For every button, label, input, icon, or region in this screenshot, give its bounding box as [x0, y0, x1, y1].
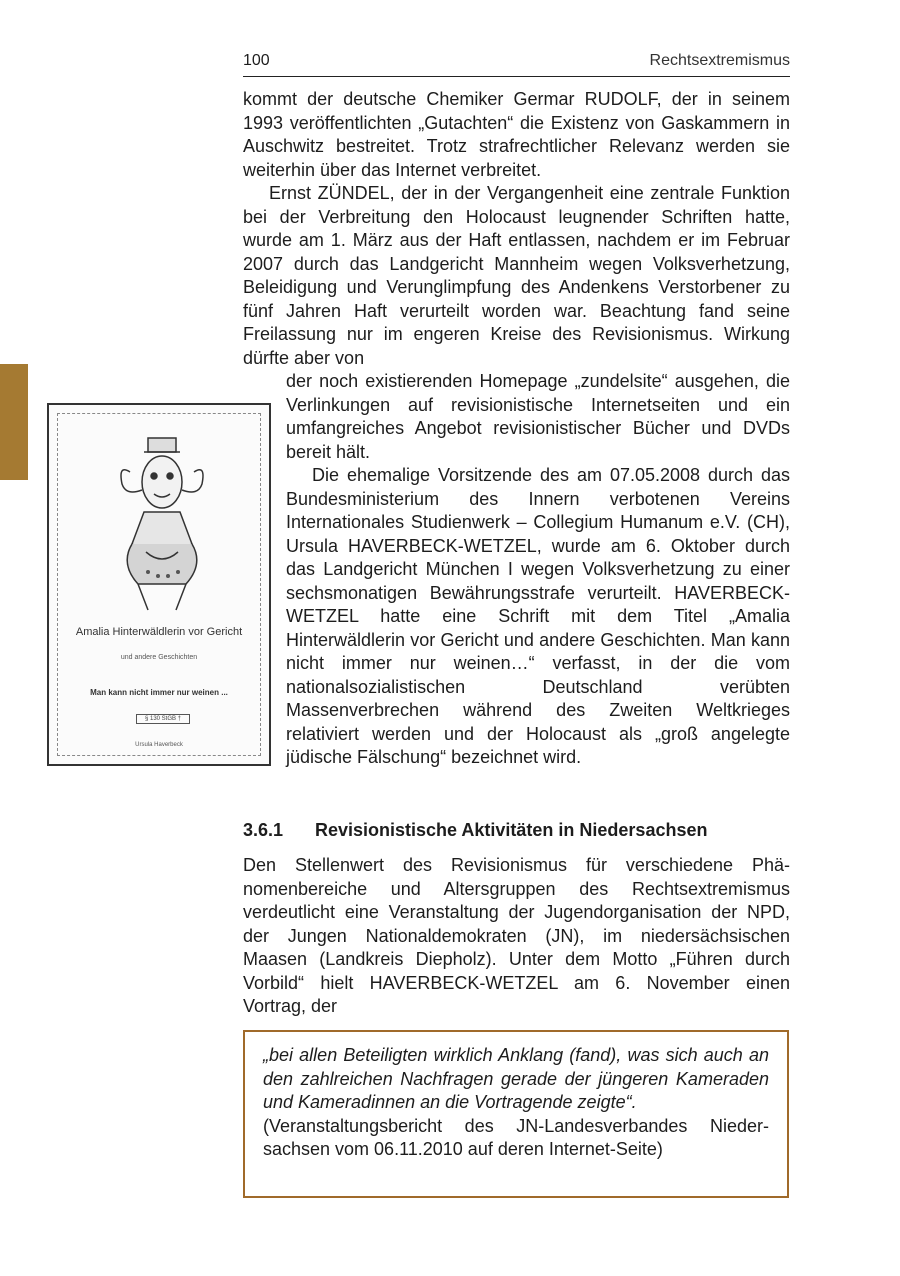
section-number: 3.6.1 — [243, 820, 284, 840]
cover-author: Ursula Haverbeck — [135, 742, 183, 748]
running-title: Rechtsextremismus — [649, 52, 790, 69]
caricature-figure-icon — [108, 434, 216, 614]
cover-label-box: § 130 StGB † — [136, 714, 190, 724]
section-title: Revisionistische Aktivitäten in Niedersachsen — [315, 820, 708, 840]
paragraph-niedersachsen: Den Stellenwert des Revisionismus für verschiedene Phänomenbereiche und Altersgruppen des Rechtsextremismus verdeutlicht eine Veranstaltung der Jugendorganisation der NPD, der Jungen Nationaldemokraten (JN), im niedersächsischen Maasen (Landkreis Diepholz). Unter dem Motto „Führen durch Vorbild“ hielt HAVERBECK-WETZEL am 6. November einen Vortrag, der — [243, 855, 790, 1016]
quote-source: (Veranstaltungsbericht des JN-Landesverbandes Niedersachsen vom 06.11.2010 auf deren Internet-Seite) — [263, 1115, 769, 1159]
cover-tagline: Man kann nicht immer nur weinen ... — [90, 688, 228, 697]
quote-text: „bei allen Beteiligten wirklich Anklang (fand), was sich auch an den zahlreichen Nachfragen gerade der jüngeren Kameraden und Kameradinnen an die Vortragende zeigte“. — [263, 1045, 769, 1112]
paragraph-haverbeck: Die ehemalige Vorsitzende des am 07.05.2008 durch das Bundesministerium des Innern verbotenen Vereins Internationales Studienwerk – Collegium Humanum e.V. (CH), Ursula HAVERBECK-WETZEL, wurde am 6. Oktober durch das Landgericht München I wegen Volksverhetzung zu einer sechsmonatigen Bewährungsstrafe verurteilt. HAVERBECK-WETZEL hatte eine Schrift mit dem Titel „Amalia Hinterwäldlerin vor Gericht und andere Geschichten. Man kann nicht immer nur weinen…“ verfasst, in der die vom nationalsozialistischen Deutschland verübten Massenverbrechen während des Zweiten Weltkrieges relativiert werden und der Holocaust als „groß angelegte jüdische Fälschung“ bezeichnet wird. — [286, 465, 790, 767]
paragraph-rudolf: kommt der deutsche Chemiker Germar RUDOLF, der in seinem 1993 veröffentlichten „Gutachten“ die Existenz von Gaskammern in Auschwitz bestreitet. Trotz strafrechtlicher Relevanz werden sie weiterhin über das Internet verbreitet. — [243, 89, 790, 180]
book-cover-image — [47, 403, 271, 766]
paragraph-zuendel: Ernst ZÜNDEL, der in der Vergangenheit eine zentrale Funktion bei der Verbreitung den Holocaust leugnender Schriften hatte, wurde am 1. März aus der Haft entlassen, nachdem er im Februar 2007 durch das Landgericht Mannheim wegen Volksverhetzung, Beleidigung und Verunglimpfung des Andenkens Verstorbener zu fünf Jahren Haft verurteilt worden war. Beachtung fand seine Freilassung nur im engeren Kreise des Revisionismus. Wirkung dürfte aber von — [243, 183, 790, 368]
cover-title: Amalia Hinterwäldlerin vor Gericht — [75, 626, 243, 638]
paragraph-zundelsite: der noch existierenden Homepage „zundelsite“ ausgehen, die Verlinkungen auf revisionistische Internetseiten und ein umfangreiches Angebot revisionistischer Bücher und DVDs bereit hält. — [286, 371, 790, 462]
cover-subtitle: und andere Geschichten — [120, 654, 198, 661]
chapter-tab-marker — [0, 364, 28, 480]
page-header — [243, 52, 790, 77]
quote-box — [243, 1030, 789, 1198]
page-number: 100 — [243, 52, 270, 69]
section-heading — [243, 820, 707, 841]
book-cover-frame — [57, 413, 261, 756]
